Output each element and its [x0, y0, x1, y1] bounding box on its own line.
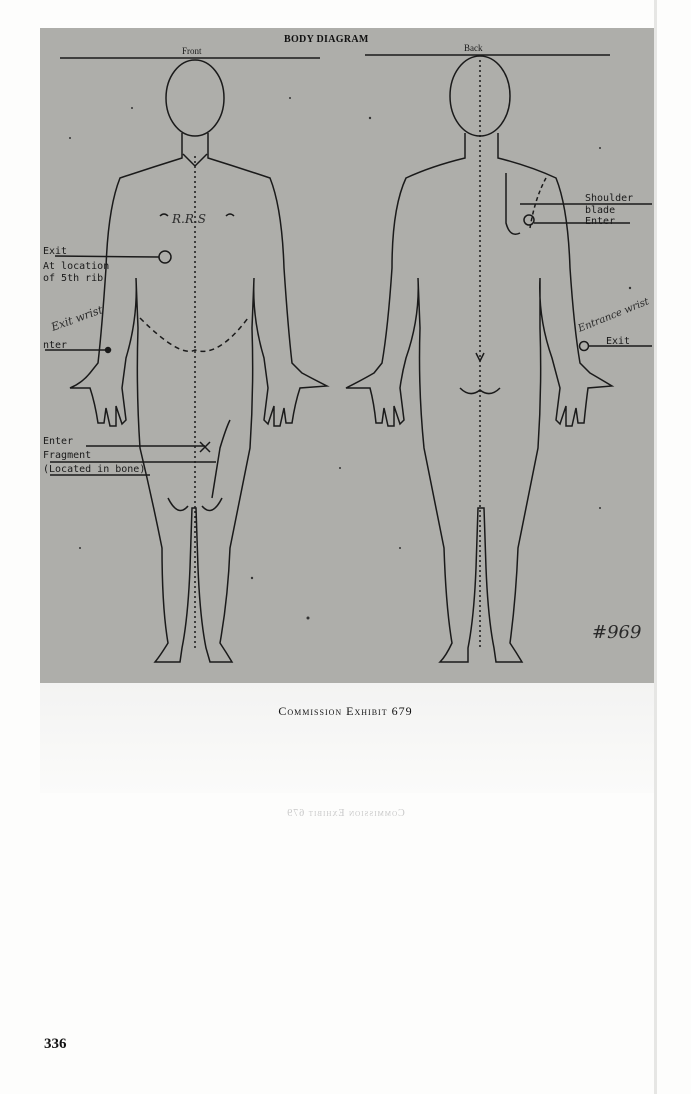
blade-annotation: blade	[585, 205, 616, 216]
located-in-bone-annotation: (Located in bone)	[43, 464, 146, 475]
bleed-through-caption: Commission Exhibit 679	[286, 808, 405, 819]
exhibit-handwritten-number: #969	[592, 622, 642, 643]
scan-shadow	[40, 683, 654, 793]
page-number: 336	[44, 1036, 67, 1052]
enter-thigh-annotation: Enter	[43, 436, 74, 447]
enter-wrist-annotation: nter	[43, 340, 68, 351]
back-exit-annotation: Exit	[606, 336, 631, 347]
exhibit-caption: Commission Exhibit 679	[278, 704, 413, 718]
page-edge	[654, 0, 657, 1094]
body-diagram-figure	[40, 28, 654, 683]
shoulder-enter-annotation: Enter	[585, 216, 616, 227]
exit-rib-annotation: of 5th rib	[43, 273, 104, 284]
shoulder-annotation: Shoulder	[585, 193, 634, 204]
front-body-outline	[45, 60, 327, 662]
fragment-annotation: Fragment	[43, 450, 92, 461]
front-label: Front	[182, 46, 202, 56]
exit-location-annotation: At location	[43, 261, 110, 272]
exit-annotation: Exit	[43, 246, 68, 257]
exit-wrist-handwritten-note: Exit wrist	[49, 303, 105, 334]
chest-handwritten-note: R.R.S	[172, 212, 206, 226]
entrance-wrist-handwritten-note: Entrance wrist	[576, 296, 651, 335]
body-diagram-plate	[40, 28, 654, 683]
back-body-outline	[346, 56, 652, 662]
diagram-title: BODY DIAGRAM	[284, 34, 369, 45]
back-label: Back	[464, 43, 483, 53]
